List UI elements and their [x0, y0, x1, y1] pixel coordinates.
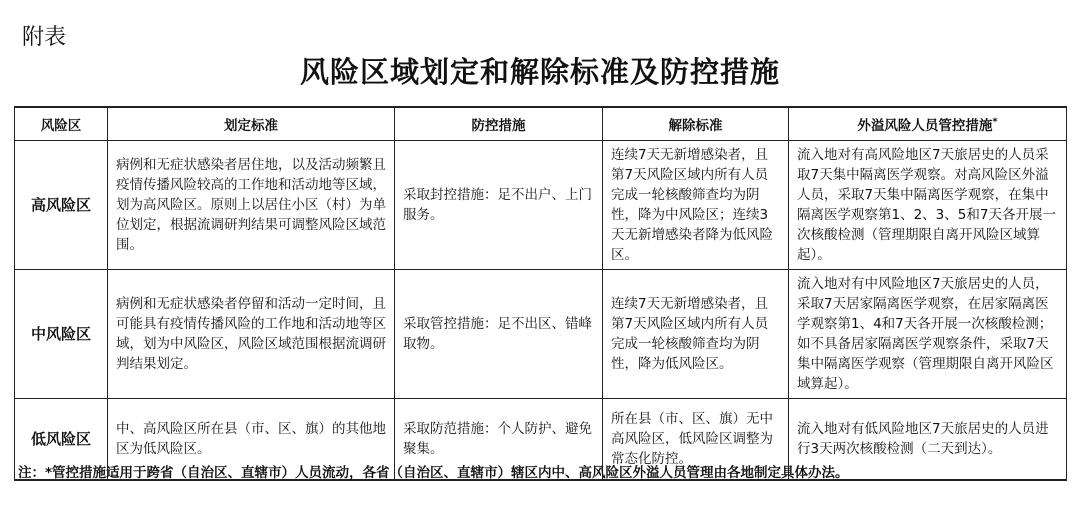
- table-row-medium: [15, 270, 1067, 399]
- risk-area-table: [14, 106, 1067, 481]
- spillover-cell: 流入地对有低风险地区7天旅居史的人员进行3天两次核酸检测（二天到达）。: [789, 399, 1067, 481]
- criteria-cell: 中、高风险区所在县（市、区、旗）的其他地区为低风险区。: [108, 399, 395, 481]
- header-risk-area: 风险区: [15, 107, 108, 141]
- header-measures: 防控措施: [395, 107, 603, 141]
- header-criteria: 划定标准: [108, 107, 395, 141]
- table-row-high: [15, 141, 1067, 270]
- lifting-cell: 所在县（市、区、旗）无中高风险区，低风险区调整为常态化防控。: [603, 399, 789, 481]
- spillover-cell: 流入地对有高风险地区7天旅居史的人员采取7天集中隔离医学观察。对高风险区外溢人员，采取7天集中隔离医学观察，在集中隔离医学观察第1、2、3、5和7天各开展一次核酸检测（管理期限自离开风险区域算起）。: [789, 141, 1067, 270]
- criteria-cell: 病例和无症状感染者停留和活动一定时间，且可能具有疫情传播风险的工作地和活动地等区域，划为中风险区，风险区域范围根据流调研判结果划定。: [108, 270, 395, 399]
- risk-level-low: 低风险区: [15, 399, 108, 481]
- risk-level-medium: 中风险区: [15, 270, 108, 399]
- risk-level-high: 高风险区: [15, 141, 108, 270]
- header-spillover: 外溢风险人员管控措施: [857, 118, 993, 134]
- measures-cell: 采取封控措施：足不出户、上门服务。: [395, 141, 603, 270]
- lifting-cell: 连续7天无新增感染者，且第7天风险区域内所有人员完成一轮核酸筛查均为阴性，降为中风险区；连续3天无新增感染者降为低风险区。: [603, 141, 789, 270]
- footnote: 注：*管控措施适用于跨省（自治区、直辖市）人员流动，各省（自治区、直辖市）辖区内中、高风险区外溢人员管理由各地制定具体办法。: [18, 465, 849, 481]
- header-spillover-cell: [789, 107, 1067, 141]
- page-title: 风险区域划定和解除标准及防控措施: [299, 55, 780, 89]
- criteria-cell: 病例和无症状感染者居住地，以及活动频繁且疫情传播风险较高的工作地和活动地等区域，划为高风险区。原则上以居住小区（村）为单位划定，根据流调研判结果可调整风险区域范围。: [108, 141, 395, 270]
- measures-cell: 采取管控措施：足不出区、错峰取物。: [395, 270, 603, 399]
- header-lifting: 解除标准: [603, 107, 789, 141]
- appendix-label: 附表: [22, 25, 67, 50]
- lifting-cell: 连续7天无新增感染者，且第7天风险区域内所有人员完成一轮核酸筛查均为阴性，降为低风险区。: [603, 270, 789, 399]
- header-marker: *: [992, 116, 998, 128]
- spillover-cell: 流入地对有中风险地区7天旅居史的人员，采取7天居家隔离医学观察，在居家隔离医学观察第1、4和7天各开展一次核酸检测；如不具备居家隔离医学观察条件，采取7天集中隔离医学观察（管理期限自离开风险区域算起）。: [789, 270, 1067, 399]
- measures-cell: 采取防范措施：个人防护、避免聚集。: [395, 399, 603, 481]
- table-header-row: [15, 107, 1067, 141]
